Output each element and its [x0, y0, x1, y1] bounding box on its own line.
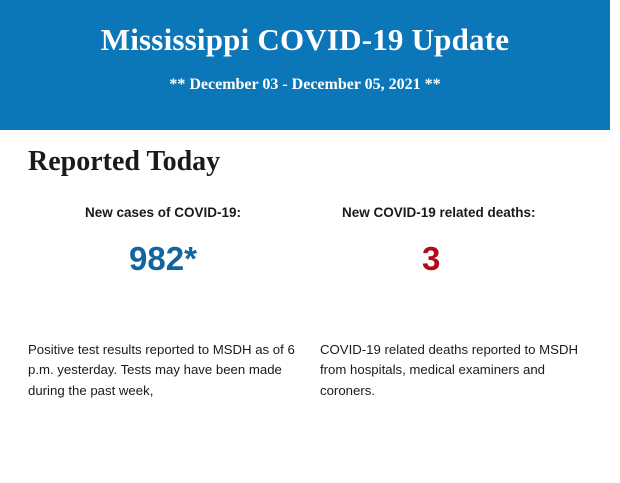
stat-new-deaths	[320, 205, 620, 275]
stat-new-cases-value: 982*	[129, 240, 197, 277]
header-banner	[0, 0, 610, 130]
stat-new-deaths-label: New COVID-19 related deaths:	[342, 205, 536, 220]
stat-new-deaths-value: 3	[422, 240, 441, 277]
date-range-subtitle: ** December 03 - December 05, 2021 **	[169, 76, 441, 93]
stat-new-cases-label: New cases of COVID-19:	[84, 205, 242, 220]
stat-new-deaths-note: COVID-19 related deaths reported to MSDH from hospitals, medical examiners and coroners.	[320, 342, 579, 398]
page-title: Mississippi COVID-19 Update	[100, 22, 510, 57]
notes-row	[0, 340, 620, 401]
stat-new-cases-note: Positive test results reported to MSDH as of 6 p.m. yesterday. Tests may have been made during the past week,	[28, 342, 295, 398]
section-heading: Reported Today	[28, 146, 221, 177]
stats-row	[0, 205, 620, 275]
stat-new-cases	[0, 205, 320, 275]
